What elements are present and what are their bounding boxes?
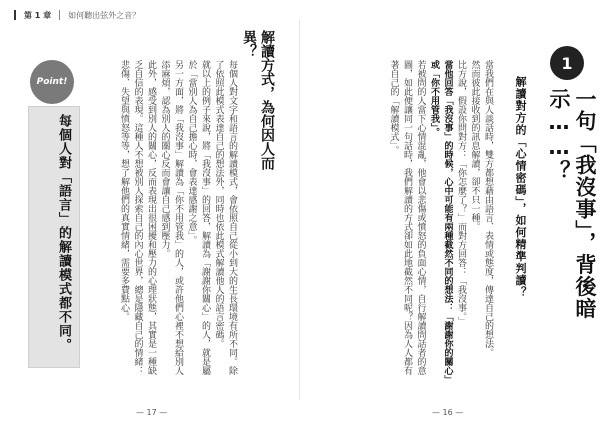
paragraph: 每個人對文字和語言的解讀模式，會依照自己從小到大的生長環境有所不同。除了依照此模式表達自己的想法外，同時也依此模式解讀他人的語言密碼。	[213, 60, 237, 375]
section-heading: 解讀方式，為何因人而異？	[241, 30, 275, 170]
paragraph: 另一方面，將「我沒事」解讀為「你不用管我」的人，或許他們心裡不想給別人添麻煩，認為別人的關心反而會讓自己感到壓力。	[159, 60, 183, 375]
paragraph: 然而彼此接收到的訊息解讀，卻不只一種。	[469, 60, 480, 231]
left-body-text	[92, 60, 238, 380]
chapter-title: 如何聽出弦外之音？	[68, 10, 141, 20]
paragraph: 就以上的例子來說，將「我沒事」的回答，解讀為「謝謝你關心」的人，就是屬於「當別人為自己擔心時，會表達感謝之意」。	[186, 60, 210, 375]
point-text: 每個人對「語言」的解讀模式都不同。	[56, 114, 71, 352]
paragraph: 此外，感受到別人的關心，反而表現出很困擾和壓力的心理狀態，其實是一種缺乏自信的表現。這種人不想被別人探索自己的內心世界，總是隱藏自己的情緒：悲傷、失望與憤怒等等，想了解他們的真實情緒，需要多費點心。	[119, 60, 156, 375]
emphasized-paragraph: 當他回答「我沒事」的時候，心中可能有兩種截然不同的想法：「謝謝你的關心」或「你不用管我」。	[429, 60, 453, 380]
chapter-heading: 一句「我沒事」，背後暗示……？	[547, 88, 597, 320]
right-body-text	[330, 60, 494, 380]
header-divider	[59, 10, 60, 20]
running-header	[14, 6, 140, 24]
paragraph: 若被問的人當下心情混亂，他會以悲傷或憤怒的負面心情，自行解讀問話者的意圖，如此便讓同一句話時，我們解讀的方式卻如此地截然不同呢？因為人人都有著自己的「解讀模式」。	[388, 60, 426, 375]
chapter-label: 第 1 章	[24, 10, 52, 20]
paragraph: 當我們在與人談話時，雙方都想藉由語言、表情或態度，傳達自己的想法。	[483, 60, 493, 357]
section-number-badge: 1	[550, 46, 584, 80]
page-number-left: — 17 —	[136, 408, 168, 417]
header-mark	[14, 10, 16, 20]
point-badge: Point!	[30, 60, 74, 104]
page-gutter	[299, 20, 300, 400]
paragraph: 比方說，假設你問對方：「你怎麼了？」而對方回答：「我沒事。」	[456, 60, 466, 326]
page-number-right: — 16 —	[432, 408, 464, 417]
subheading: 解讀對方的「心情密碼」，如何精準判讀？	[514, 76, 527, 299]
